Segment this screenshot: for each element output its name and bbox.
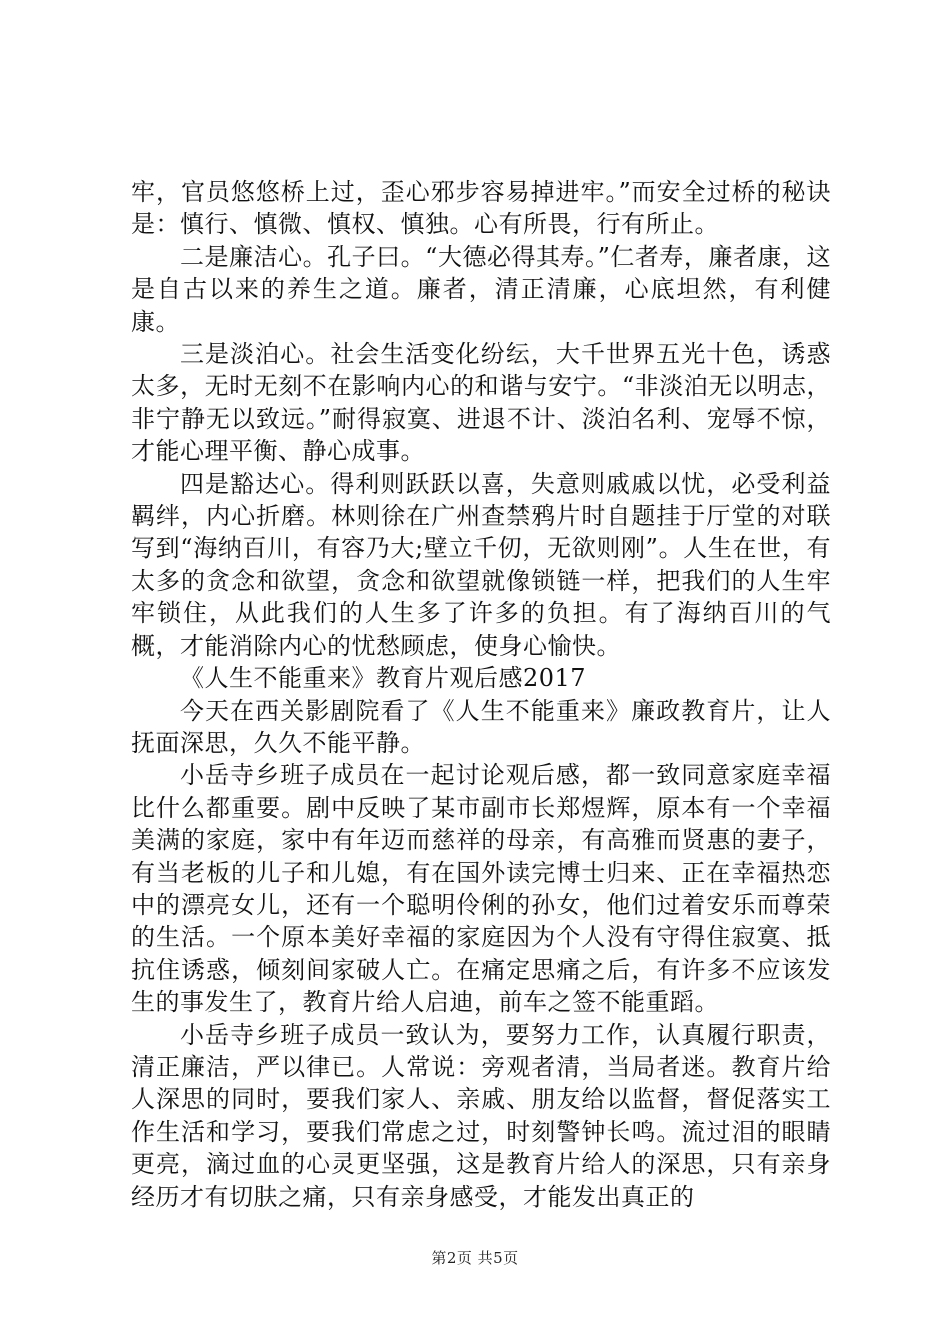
document-body (131, 176, 831, 1213)
paragraph-work-duty: 小岳寺乡班子成员一致认为，要努力工作，认真履行职责，清正廉洁，严以律已。人常说：旁观者清，当局者迷。教育片给人深思的同时，要我们家人、亲戚、朋友给以监督，督促落实工作生活和学习，要我们常虑之过，时刻警钟长鸣。流过泪的眼睛更亮，滴过血的心灵更坚强，这是教育片给人的深思，只有亲身经历才有切肤之痛，只有亲身感受，才能发出真正的 (131, 1020, 831, 1211)
page-number-footer: 第2页 共5页 (431, 1249, 519, 1267)
paragraph-broadminded-heart: 四是豁达心。得利则跃跃以喜，失意则戚戚以忧，必受利益羁绊，内心折磨。林则徐在广州查禁鸦片时自题挂于厅堂的对联写到“海纳百川，有容乃大;壁立千仞，无欲则刚”。人生在世，有太多的贪念和欲望，贪念和欲望就像锁链一样，把我们的人生牢牢锁住，从此我们的人生多了许多的负担。有了海纳百川的气概，才能消除内心的忧愁顾虑，使身心愉快。 (131, 469, 831, 660)
paragraph-viewing: 今天在西关影剧院看了《人生不能重来》廉政教育片，让人抚面深思，久久不能平静。 (131, 696, 831, 757)
paragraph-continuation: 牢，官员悠悠桥上过，歪心邪步容易掉进牢。”而安全过桥的秘诀是：慎行、慎微、慎权、慎独。心有所畏，行有所止。 (131, 178, 831, 239)
section-title: 《人生不能重来》教育片观后感2017 (180, 664, 587, 693)
paragraph-tranquility-heart: 三是淡泊心。社会生活变化纷纭，大千世界五光十色，诱惑太多，无时无刻不在影响内心的和谐与安宁。“非淡泊无以明志，非宁静无以致远。”耐得寂寞、进退不计、淡泊名利、宠辱不惊，才能心理平衡、静心成事。 (131, 340, 831, 466)
paragraph-family-happiness: 小岳寺乡班子成员在一起讨论观后感，都一致同意家庭幸福比什么都重要。剧中反映了某市副市长郑煜辉，原本有一个幸福美满的家庭，家中有年迈而慈祥的母亲，有高雅而贤惠的妻子，有当老板的儿子和儿媳，有在国外读完博士归来、正在幸福热恋中的漂亮女儿，还有一个聪明伶俐的孙女，他们过着安乐而尊荣的生活。一个原本美好幸福的家庭因为个人没有守得住寂寞、抵抗住诱惑，倾刻间家破人亡。在痛定思痛之后，有许多不应该发生的事发生了，教育片给人启迪，前车之签不能重蹈。 (131, 761, 831, 1017)
paragraph-integrity-heart: 二是廉洁心。孔子曰。“大德必得其寿。”仁者寿，廉者康，这是自古以来的养生之道。廉者，清正清廉，心底坦然，有利健康。 (131, 242, 831, 336)
